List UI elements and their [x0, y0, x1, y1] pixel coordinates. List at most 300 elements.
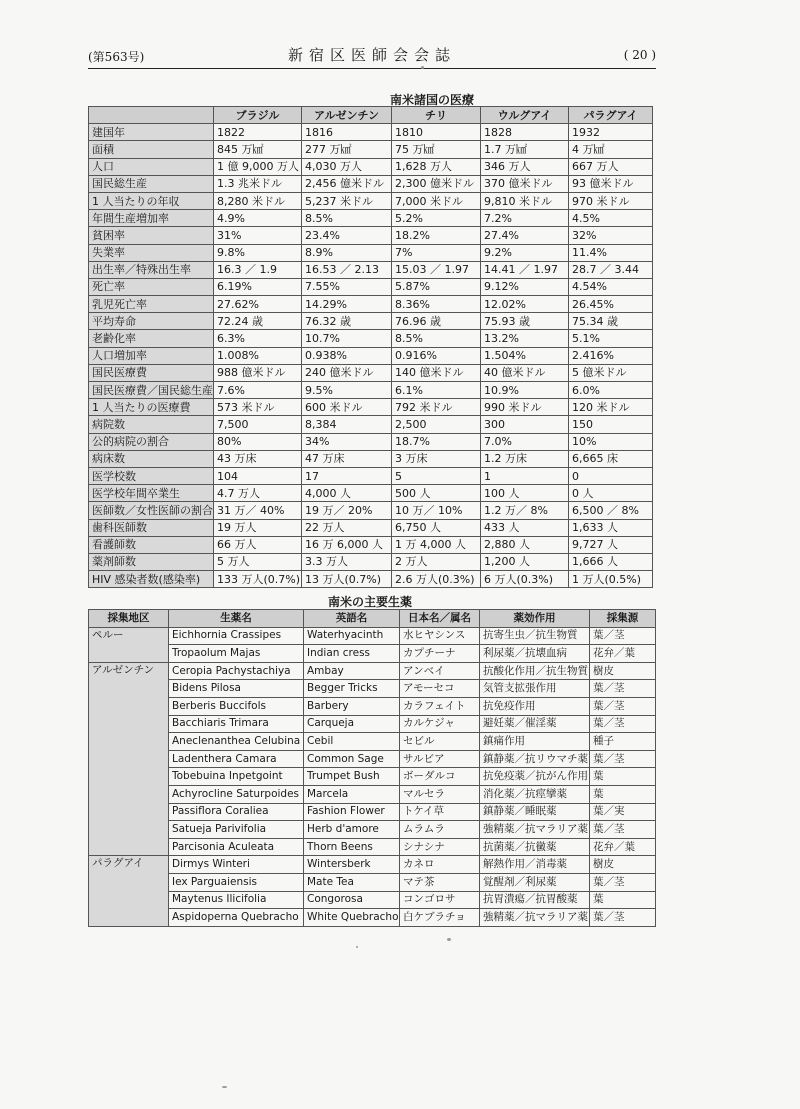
table-cell: 1822 [214, 124, 302, 141]
table-cell: 2 万人 [392, 553, 481, 570]
table-row [89, 715, 656, 733]
row-header: 看護師数 [89, 536, 214, 553]
row-header: 平均寿命 [89, 313, 214, 330]
table-cell: 4.54% [569, 278, 653, 295]
table-row [89, 821, 656, 839]
table-cell: Indian cress [304, 645, 400, 663]
table-cell: 12.02% [481, 296, 569, 313]
table-cell: 104 [214, 467, 302, 484]
table-cell: 28.7 ／ 3.44 [569, 261, 653, 278]
table-cell: 7.0% [481, 433, 569, 450]
table-cell: アモーセコ [400, 680, 480, 698]
table-cell: 13 万人(0.7%) [302, 571, 392, 588]
table-cell: 2,300 億米ドル [392, 175, 481, 192]
table-row [89, 803, 656, 821]
table-row [89, 485, 653, 502]
table-cell: サルビア [400, 750, 480, 768]
table-cell: 75.34 歳 [569, 313, 653, 330]
table-row [89, 227, 653, 244]
table-cell: 14.41 ／ 1.97 [481, 261, 569, 278]
table-row [89, 750, 656, 768]
table-row [89, 450, 653, 467]
row-header: 病床数 [89, 450, 214, 467]
row-header: 年間生産増加率 [89, 210, 214, 227]
scan-speck [356, 946, 358, 948]
table-cell: 強精薬／抗マラリア薬 [480, 909, 590, 927]
table-cell: 4,000 人 [302, 485, 392, 502]
table-cell: 葉／茎 [590, 680, 656, 698]
table-cell: Ladenthera Camara [169, 750, 304, 768]
table-cell: カルケジャ [400, 715, 480, 733]
table-cell: マルセラ [400, 785, 480, 803]
table-cell: 370 億米ドル [481, 175, 569, 192]
table-cell: 1,200 人 [481, 553, 569, 570]
table-cell: 8,280 米ドル [214, 192, 302, 209]
table-cell: 避妊薬／催淫薬 [480, 715, 590, 733]
table-cell: 970 米ドル [569, 192, 653, 209]
table-cell: 16.3 ／ 1.9 [214, 261, 302, 278]
table-cell: 277 万㎢ [302, 141, 392, 158]
table-cell: 17 [302, 467, 392, 484]
row-header: 面積 [89, 141, 214, 158]
table-cell: 18.2% [392, 227, 481, 244]
table-cell: Fashion Flower [304, 803, 400, 821]
table-cell: Achyrocline Saturpoides [169, 785, 304, 803]
table-cell: 16 万 6,000 人 [302, 536, 392, 553]
table-row [89, 553, 653, 570]
table-cell: 4,030 万人 [302, 158, 392, 175]
table-cell: Carqueja [304, 715, 400, 733]
table-row [89, 210, 653, 227]
row-header: 失業率 [89, 244, 214, 261]
table-cell: 34% [302, 433, 392, 450]
table-cell: 7.55% [302, 278, 392, 295]
row-header: 人口 [89, 158, 214, 175]
table-cell: 6.0% [569, 382, 653, 399]
table-cell: 0 [569, 467, 653, 484]
table-cell: 43 万床 [214, 450, 302, 467]
table-cell: Mate Tea [304, 873, 400, 891]
column-header: 日本名／属名 [400, 610, 480, 628]
column-header: ブラジル [214, 107, 302, 124]
table-cell: 4 万㎢ [569, 141, 653, 158]
table-cell: アンベイ [400, 662, 480, 680]
table-row [89, 278, 653, 295]
table-cell: 1.008% [214, 347, 302, 364]
table-cell: 40 億米ドル [481, 364, 569, 381]
table-cell: 7.6% [214, 382, 302, 399]
table-cell: ボーダルコ [400, 768, 480, 786]
table-row [89, 296, 653, 313]
table-cell: 8,384 [302, 416, 392, 433]
table-cell: 水ヒヤシンス [400, 627, 480, 645]
table-cell: 1932 [569, 124, 653, 141]
table-row [89, 313, 653, 330]
table-cell: 2,880 人 [481, 536, 569, 553]
table-cell: 9.5% [302, 382, 392, 399]
table-row [89, 158, 653, 175]
table-row [89, 192, 653, 209]
table-cell: 6.3% [214, 330, 302, 347]
table-cell: 0.916% [392, 347, 481, 364]
row-header: 人口増加率 [89, 347, 214, 364]
region-cell: パラグアイ [89, 856, 169, 926]
table-cell: 葉 [590, 891, 656, 909]
table-cell: カネロ [400, 856, 480, 874]
table-row [89, 433, 653, 450]
column-header: アルゼンチン [302, 107, 392, 124]
table-cell: Herb d'amore [304, 821, 400, 839]
table-cell: 16.53 ／ 2.13 [302, 261, 392, 278]
table-cell: 抗免疫作用 [480, 697, 590, 715]
column-header: 採集地区 [89, 610, 169, 628]
table-row [89, 733, 656, 751]
row-header: 国民医療費／国民総生産 [89, 382, 214, 399]
table-cell: Waterhyacinth [304, 627, 400, 645]
table-cell: 150 [569, 416, 653, 433]
table-cell: 14.29% [302, 296, 392, 313]
table-cell: 140 億米ドル [392, 364, 481, 381]
table-cell: 667 万人 [569, 158, 653, 175]
table-cell: 7,500 [214, 416, 302, 433]
table-cell: 7,000 米ドル [392, 192, 481, 209]
region-cell: ペルー [89, 627, 169, 662]
page-number: ( 20 ) [623, 48, 656, 62]
region-cell: アルゼンチン [89, 662, 169, 856]
table-cell: Trumpet Bush [304, 768, 400, 786]
table-cell: 0.938% [302, 347, 392, 364]
table-cell: 葉／茎 [590, 750, 656, 768]
table-cell: 9.8% [214, 244, 302, 261]
medical-comparison-table [88, 106, 653, 588]
column-header: 採集源 [590, 610, 656, 628]
table-cell: Tobebuina Inpetgoint [169, 768, 304, 786]
table-row [89, 536, 653, 553]
column-header: ウルグアイ [481, 107, 569, 124]
table-cell: 8.36% [392, 296, 481, 313]
table-cell: 23.4% [302, 227, 392, 244]
table-cell: 4.9% [214, 210, 302, 227]
table-cell: 120 米ドル [569, 399, 653, 416]
row-header: 医学校年間卒業生 [89, 485, 214, 502]
table-cell: 葉 [590, 785, 656, 803]
table-cell: 1.504% [481, 347, 569, 364]
column-header [89, 107, 214, 124]
page-header [88, 44, 656, 66]
table-row [89, 873, 656, 891]
table-cell: 4.5% [569, 210, 653, 227]
row-header: 老齢化率 [89, 330, 214, 347]
row-header: 出生率／特殊出生率 [89, 261, 214, 278]
table-cell: 1 億 9,000 万人 [214, 158, 302, 175]
column-header: パラグアイ [569, 107, 653, 124]
table-cell: 抗胃潰瘍／抗胃酸薬 [480, 891, 590, 909]
table-row [89, 768, 656, 786]
table-cell: カプチーナ [400, 645, 480, 663]
table-cell: 1828 [481, 124, 569, 141]
table-row [89, 645, 656, 663]
table-cell: Satueja Parivifolia [169, 821, 304, 839]
table-cell: 1,628 万人 [392, 158, 481, 175]
table-cell: Cebil [304, 733, 400, 751]
column-header: チリ [392, 107, 481, 124]
table-cell: Aneclenanthea Celubina [169, 733, 304, 751]
table-cell: 5,237 米ドル [302, 192, 392, 209]
scan-speck [421, 66, 424, 69]
table-cell: 32% [569, 227, 653, 244]
table-cell: 5.2% [392, 210, 481, 227]
table-cell: Aspidoperna Quebracho [169, 909, 304, 927]
table-header-row [89, 107, 653, 124]
table-cell: 6,750 人 [392, 519, 481, 536]
table-cell: 1810 [392, 124, 481, 141]
table-cell: Dirmys Winteri [169, 856, 304, 874]
row-header: 薬剤師数 [89, 553, 214, 570]
table-cell: 抗寄生虫／抗生物質 [480, 627, 590, 645]
table-cell: 10% [569, 433, 653, 450]
table-cell: Marcela [304, 785, 400, 803]
table-cell: 19 万／ 20% [302, 502, 392, 519]
table-cell: 22 万人 [302, 519, 392, 536]
table-cell: 1 [481, 467, 569, 484]
table-row [89, 662, 656, 680]
table-row [89, 261, 653, 278]
table-row [89, 467, 653, 484]
table-cell: Begger Tricks [304, 680, 400, 698]
herbal-medicine-table [88, 609, 656, 927]
table-cell: 2.6 万人(0.3%) [392, 571, 481, 588]
table-cell: 8.5% [392, 330, 481, 347]
table-cell: カラフェイト [400, 697, 480, 715]
table-cell: 133 万人(0.7%) [214, 571, 302, 588]
row-header: 歯科医師数 [89, 519, 214, 536]
row-header: HIV 感染者数(感染率) [89, 571, 214, 588]
table-cell: 4.7 万人 [214, 485, 302, 502]
table-cell: 9.12% [481, 278, 569, 295]
table-row [89, 571, 653, 588]
table-cell: 10.7% [302, 330, 392, 347]
table-cell: セビル [400, 733, 480, 751]
table-cell: 240 億米ドル [302, 364, 392, 381]
table-cell: Wintersberk [304, 856, 400, 874]
table-row [89, 502, 653, 519]
column-header: 生薬名 [169, 610, 304, 628]
table-cell: 抗菌薬／抗黴薬 [480, 838, 590, 856]
row-header: 公的病院の割合 [89, 433, 214, 450]
table-cell: 5 [392, 467, 481, 484]
table-cell: コンゴロサ [400, 891, 480, 909]
issue-number: (第563号) [88, 50, 145, 64]
row-header: 建国年 [89, 124, 214, 141]
table-cell: 葉／茎 [590, 627, 656, 645]
table-cell: 1 万 4,000 人 [392, 536, 481, 553]
table-cell: 80% [214, 433, 302, 450]
table-cell: Maytenus Ilicifolia [169, 891, 304, 909]
table-cell: 8.9% [302, 244, 392, 261]
table-cell: 2,456 億米ドル [302, 175, 392, 192]
table-cell: 72.24 歳 [214, 313, 302, 330]
table-cell: 66 万人 [214, 536, 302, 553]
table-cell: 7.2% [481, 210, 569, 227]
row-header: 死亡率 [89, 278, 214, 295]
table-cell: White Quebracho [304, 909, 400, 927]
table-cell: 抗免疫薬／抗がん作用 [480, 768, 590, 786]
table-cell: 988 億米ドル [214, 364, 302, 381]
table-cell: 葉／茎 [590, 821, 656, 839]
table-cell: 433 人 [481, 519, 569, 536]
table-cell: 9,727 人 [569, 536, 653, 553]
table-row [89, 141, 653, 158]
table-row [89, 364, 653, 381]
table-cell: 76.96 歳 [392, 313, 481, 330]
table-cell: 300 [481, 416, 569, 433]
table-cell: 1.7 万㎢ [481, 141, 569, 158]
table-cell: 792 米ドル [392, 399, 481, 416]
scan-speck [447, 938, 451, 941]
table-cell: 10 万／ 10% [392, 502, 481, 519]
column-header: 英語名 [304, 610, 400, 628]
table-cell: 鎮静薬／睡眠薬 [480, 803, 590, 821]
table-cell: 10.9% [481, 382, 569, 399]
table-cell: 75.93 歳 [481, 313, 569, 330]
table-cell: 強精薬／抗マラリア薬 [480, 821, 590, 839]
table-cell: 6,665 床 [569, 450, 653, 467]
table-cell: 花弁／葉 [590, 645, 656, 663]
table-row [89, 785, 656, 803]
table-row [89, 838, 656, 856]
table-cell: 6.19% [214, 278, 302, 295]
table-row [89, 697, 656, 715]
table-row [89, 330, 653, 347]
table-cell: 葉／実 [590, 803, 656, 821]
table-row [89, 519, 653, 536]
table-cell: 花弁／葉 [590, 838, 656, 856]
table-cell: 8.5% [302, 210, 392, 227]
table-cell: 葉／茎 [590, 909, 656, 927]
column-header: 薬効作用 [480, 610, 590, 628]
table-cell: Congorosa [304, 891, 400, 909]
table-cell: 13.2% [481, 330, 569, 347]
table-cell: Bidens Pilosa [169, 680, 304, 698]
table-row [89, 627, 656, 645]
row-header: 国民医療費 [89, 364, 214, 381]
table-cell: 75 万㎢ [392, 141, 481, 158]
table-cell: 消化薬／抗痙攣薬 [480, 785, 590, 803]
table-cell: 15.03 ／ 1.97 [392, 261, 481, 278]
row-header: 医学校数 [89, 467, 214, 484]
table-cell: Barbery [304, 697, 400, 715]
table-row [89, 909, 656, 927]
table-cell: シナシナ [400, 838, 480, 856]
table-cell: 種子 [590, 733, 656, 751]
table-cell: Berberis Buccifols [169, 697, 304, 715]
table-cell: 990 米ドル [481, 399, 569, 416]
table-cell: ムラムラ [400, 821, 480, 839]
table-cell: 2,500 [392, 416, 481, 433]
table-cell: 18.7% [392, 433, 481, 450]
table-cell: Parcisonia Aculeata [169, 838, 304, 856]
table-cell: 9,810 米ドル [481, 192, 569, 209]
table-cell: Iex Parguaiensis [169, 873, 304, 891]
table-cell: Eichhornia Crassipes [169, 627, 304, 645]
table-cell: 5.87% [392, 278, 481, 295]
table-cell: トケイ草 [400, 803, 480, 821]
table-cell: 0 人 [569, 485, 653, 502]
table-cell: 気管支拡張作用 [480, 680, 590, 698]
table-cell: 26.45% [569, 296, 653, 313]
header-rule [88, 68, 656, 69]
table-cell: 鎮静薬／抗リウマチ薬 [480, 750, 590, 768]
table-cell: 346 万人 [481, 158, 569, 175]
table-cell: 31% [214, 227, 302, 244]
table-cell: 樹皮 [590, 662, 656, 680]
table-row [89, 124, 653, 141]
table-cell: 9.2% [481, 244, 569, 261]
table-cell: 1 万人(0.5%) [569, 571, 653, 588]
table-cell: 抗酸化作用／抗生物質 [480, 662, 590, 680]
table-cell: 7% [392, 244, 481, 261]
table-row [89, 891, 656, 909]
table-row [89, 399, 653, 416]
table-cell: 5 億米ドル [569, 364, 653, 381]
table-cell: 47 万床 [302, 450, 392, 467]
table-cell: 31 万／ 40% [214, 502, 302, 519]
table-cell: Ambay [304, 662, 400, 680]
table-cell: Passiflora Coraliea [169, 803, 304, 821]
table-cell: 93 億米ドル [569, 175, 653, 192]
row-header: 1 人当たりの年収 [89, 192, 214, 209]
row-header: 医師数／女性医師の割合 [89, 502, 214, 519]
table-cell: 葉 [590, 768, 656, 786]
table-cell: 76.32 歳 [302, 313, 392, 330]
table-row [89, 175, 653, 192]
table-cell: 1816 [302, 124, 392, 141]
table-cell: 27.62% [214, 296, 302, 313]
table-cell: 1.2 万／ 8% [481, 502, 569, 519]
row-header: 病院数 [89, 416, 214, 433]
table-row [89, 347, 653, 364]
table-row [89, 244, 653, 261]
table-cell: 845 万㎢ [214, 141, 302, 158]
table-cell: 6 万人(0.3%) [481, 571, 569, 588]
table-cell: 5.1% [569, 330, 653, 347]
table-cell: 白ケブラチョ [400, 909, 480, 927]
table2-caption: 南米の主要生薬 [327, 595, 412, 609]
table-cell: 1,633 人 [569, 519, 653, 536]
table-cell: マテ茶 [400, 873, 480, 891]
table-cell: 3 万床 [392, 450, 481, 467]
table1-caption: 南米諸国の医療 [389, 93, 474, 107]
table-cell: 1,666 人 [569, 553, 653, 570]
table-cell: 500 人 [392, 485, 481, 502]
table-cell: 2.416% [569, 347, 653, 364]
table-cell: Bacchiaris Trimara [169, 715, 304, 733]
table-row [89, 680, 656, 698]
table-cell: 葉／茎 [590, 873, 656, 891]
table-cell: 573 米ドル [214, 399, 302, 416]
table-cell: Thorn Beens [304, 838, 400, 856]
table-cell: Common Sage [304, 750, 400, 768]
table-cell: 利尿薬／抗壊血病 [480, 645, 590, 663]
row-header: 貧困率 [89, 227, 214, 244]
scan-speck [222, 1086, 227, 1088]
table-cell: 鎮痛作用 [480, 733, 590, 751]
row-header: 乳児死亡率 [89, 296, 214, 313]
table-cell: 解熱作用／消毒薬 [480, 856, 590, 874]
table-cell: 6.1% [392, 382, 481, 399]
table-header-row [89, 610, 656, 628]
table-row [89, 382, 653, 399]
